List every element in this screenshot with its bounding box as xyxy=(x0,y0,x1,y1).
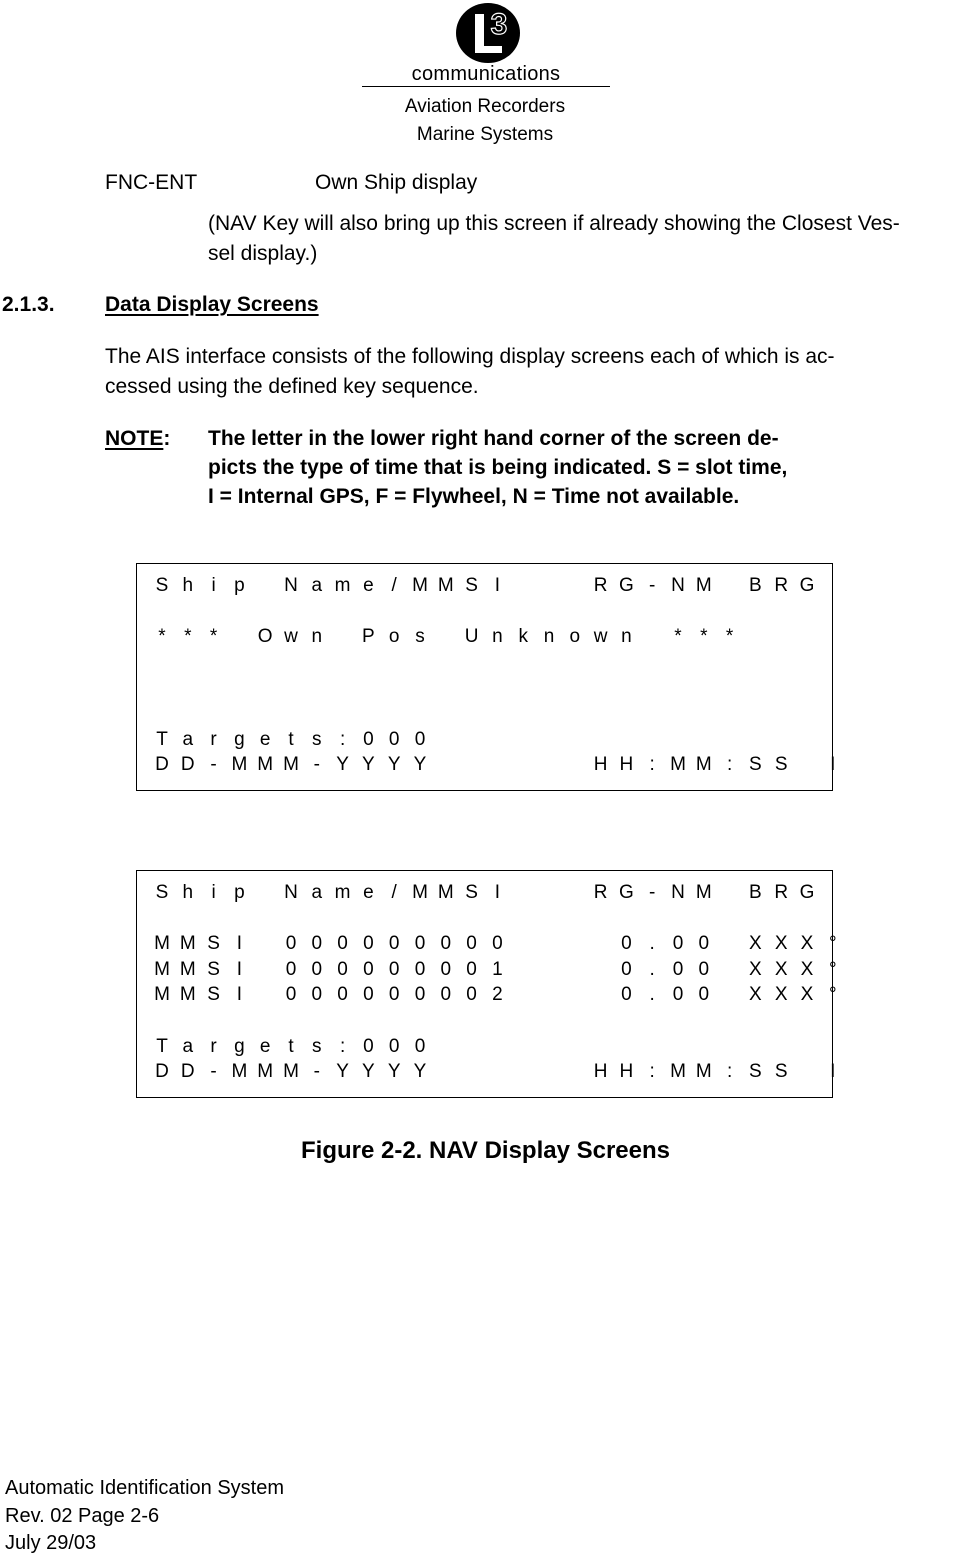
screen-char: M xyxy=(695,575,712,596)
screen-char: i xyxy=(211,882,216,903)
section-paragraph-line-1: The AIS interface consists of the following display screens each of which is ac- xyxy=(105,345,835,368)
screen-char: M xyxy=(695,754,712,776)
screen-char: o xyxy=(569,626,581,648)
screen-char: S xyxy=(465,882,478,903)
screen-char: : xyxy=(726,754,733,776)
screen-char: D xyxy=(180,754,195,776)
screen-char: R xyxy=(774,575,789,596)
own-ship-screen xyxy=(136,563,836,791)
note-label: NOTE: xyxy=(105,427,171,450)
screen-char: 2 xyxy=(492,984,503,1006)
screen-row xyxy=(137,652,832,674)
screen-char: s xyxy=(312,1035,322,1057)
screen-char: N xyxy=(671,575,685,596)
screen-char: k xyxy=(518,626,528,648)
screen-char: n xyxy=(492,626,503,648)
screen-char: 0 xyxy=(414,1035,426,1057)
screen-char: S xyxy=(465,575,478,596)
screen-char: R xyxy=(774,882,789,903)
screen-char: S xyxy=(155,575,169,596)
fnc-key: FNC-ENT xyxy=(105,171,198,194)
screen-char: P xyxy=(362,626,375,648)
screen-char: i xyxy=(211,575,216,596)
screen-char: H xyxy=(619,754,634,776)
screen-char: r xyxy=(210,728,217,750)
screen-char: n xyxy=(621,626,632,648)
logo-wordmark: communications xyxy=(411,63,561,85)
screen-char: G xyxy=(799,882,815,903)
screen-char: Y xyxy=(387,1061,401,1083)
screen-char: . xyxy=(649,984,655,1006)
screen-char: Y xyxy=(413,1061,427,1083)
screen-char: Y xyxy=(336,754,349,776)
screen-char: M xyxy=(670,754,686,776)
screen-char: 0 xyxy=(440,958,452,980)
screen-char: n xyxy=(543,626,555,648)
figure-caption: Figure 2-2. NAV Display Screens xyxy=(300,1137,671,1164)
note-line-3: I = Internal GPS, F = Flywheel, N = Time not available. xyxy=(208,485,740,508)
screen-char: Y xyxy=(336,1061,349,1083)
section-number: 2.1.3. xyxy=(2,293,55,316)
screen-char: X xyxy=(749,958,762,980)
screen-char: : xyxy=(649,1061,655,1083)
screen-char: * xyxy=(184,626,192,648)
screen-char: X xyxy=(800,984,814,1006)
screen-char: 0 xyxy=(311,958,323,980)
screen-char: U xyxy=(464,626,479,648)
screen-char: 0 xyxy=(414,984,426,1006)
screen-char: G xyxy=(619,882,634,903)
footer-line-1: Automatic Identification System xyxy=(5,1477,285,1499)
screen-char: - xyxy=(313,754,320,776)
screen-char: 0 xyxy=(672,984,684,1006)
screen-char: Y xyxy=(413,754,427,776)
screen-char: * xyxy=(209,626,218,648)
screen-char: e xyxy=(363,882,374,903)
screen-char: h xyxy=(182,575,194,596)
footer-line-3: July 29/03 xyxy=(5,1532,97,1554)
note-line-2: picts the type of time that is being indicated. S = slot time, xyxy=(208,456,788,479)
screen-char: 0 xyxy=(285,958,297,980)
screen-char: ° xyxy=(828,933,837,955)
screen-char: 0 xyxy=(363,984,374,1006)
screen-char: S xyxy=(207,984,220,1006)
screen-char: g xyxy=(234,1035,245,1057)
screen-char: 0 xyxy=(363,933,374,955)
screen-char: M xyxy=(179,958,196,980)
screen-char: n xyxy=(311,626,323,648)
screen-char: 0 xyxy=(621,958,632,980)
header-line-2: Marine Systems xyxy=(416,124,554,145)
screen-char: R xyxy=(593,575,608,596)
screen-char: H xyxy=(593,754,608,776)
screen-row xyxy=(137,677,832,699)
screen-char: 0 xyxy=(698,933,710,955)
screen-char: - xyxy=(649,882,656,903)
screen-char: 0 xyxy=(672,958,684,980)
screen-char: I xyxy=(830,754,836,776)
section-title: Data Display Screens xyxy=(105,293,319,316)
screen-char: * xyxy=(725,626,734,648)
screen-char: s xyxy=(415,626,425,648)
svg-text:3: 3 xyxy=(490,8,508,41)
screen-char: M xyxy=(670,1061,686,1083)
screen-char: S xyxy=(774,754,788,776)
screen-char: 0 xyxy=(337,984,348,1006)
screen-char: / xyxy=(391,882,397,903)
screen-char: 0 xyxy=(363,728,374,750)
screen-char: m xyxy=(334,575,351,596)
screen-char: M xyxy=(412,882,428,903)
screen-char: 0 xyxy=(621,984,632,1006)
screen-char: 0 xyxy=(414,728,426,750)
screen-char: H xyxy=(619,1061,634,1083)
screen-char: I xyxy=(830,1061,836,1083)
screen-char: / xyxy=(391,575,397,596)
screen-char: a xyxy=(311,575,323,596)
screen-char: . xyxy=(649,958,655,980)
screen-char: M xyxy=(154,984,170,1006)
header-line-1: Aviation Recorders xyxy=(404,96,566,117)
screen-char: N xyxy=(671,882,685,903)
screen-char: 0 xyxy=(698,958,710,980)
screen-char: - xyxy=(210,754,217,776)
screen-char: 0 xyxy=(285,933,297,955)
screen-char: * xyxy=(158,626,166,648)
screen-char: M xyxy=(695,1061,712,1083)
logo-divider xyxy=(362,86,610,87)
screen-char: : xyxy=(339,728,346,750)
screen-char: 0 xyxy=(440,984,452,1006)
screen-char: e xyxy=(363,575,374,596)
screen-char: 0 xyxy=(388,958,400,980)
screen-char: H xyxy=(593,1061,608,1083)
screen-char: : xyxy=(339,1035,346,1057)
screen-char: 0 xyxy=(492,933,503,955)
screen-char: * xyxy=(674,626,682,648)
screen-char: 0 xyxy=(440,933,452,955)
fnc-note-line-2: sel display.) xyxy=(208,242,318,265)
screen-char: : xyxy=(649,754,655,776)
screen-char: X xyxy=(774,958,788,980)
screen-char: X xyxy=(774,933,788,955)
screen-row xyxy=(137,908,832,930)
screen-char: * xyxy=(700,626,708,648)
l3-logo-icon xyxy=(455,2,521,64)
fnc-note-line-1: (NAV Key will also bring up this screen if already showing the Closest Ves- xyxy=(208,212,900,235)
screen-char: s xyxy=(312,728,322,750)
screen-char: S xyxy=(155,882,169,903)
note-line-1: The letter in the lower right hand corner of the screen de- xyxy=(208,427,779,450)
screen-char: - xyxy=(649,575,656,596)
screen-char: M xyxy=(437,575,454,596)
screen-char: 1 xyxy=(492,958,503,980)
screen-char: 0 xyxy=(363,958,374,980)
screen-char: M xyxy=(231,754,248,776)
screen-char: D xyxy=(155,1061,169,1083)
screen-char: o xyxy=(388,626,400,648)
screen-row xyxy=(137,703,832,725)
fnc-label: Own Ship display xyxy=(315,171,478,194)
footer-line-2: Rev. 02 Page 2-6 xyxy=(5,1505,160,1527)
screen-char: M xyxy=(437,882,454,903)
screen-char: 0 xyxy=(466,933,477,955)
screen-char: M xyxy=(154,958,170,980)
screen-char: X xyxy=(800,958,814,980)
screen-char: e xyxy=(259,1035,271,1057)
screen-char: p xyxy=(234,575,245,596)
screen-char: 0 xyxy=(388,1035,400,1057)
screen-char: G xyxy=(799,575,815,596)
screen-char: M xyxy=(154,933,170,955)
screen-char: T xyxy=(156,728,168,750)
screen-char: R xyxy=(593,882,608,903)
screen-char: M xyxy=(231,1061,248,1083)
screen-char: B xyxy=(749,575,762,596)
screen-char: : xyxy=(726,1061,733,1083)
screen-char: p xyxy=(234,882,245,903)
screen-char: M xyxy=(283,754,299,776)
section-paragraph-line-2: cessed using the defined key sequence. xyxy=(105,375,479,398)
screen-char: r xyxy=(210,1035,217,1057)
screen-char: 0 xyxy=(466,958,477,980)
screen-char: 0 xyxy=(337,933,348,955)
screen-char: Y xyxy=(362,1061,375,1083)
screen-char: t xyxy=(288,728,294,750)
screen-char: B xyxy=(749,882,762,903)
screen-char: 0 xyxy=(414,933,426,955)
screen-char: h xyxy=(182,882,194,903)
screen-char: M xyxy=(179,933,196,955)
screen-char: M xyxy=(283,1061,299,1083)
screen-char: e xyxy=(259,728,271,750)
screen-char: X xyxy=(749,984,762,1006)
screen-char: M xyxy=(257,1061,274,1083)
screen-char: S xyxy=(207,958,220,980)
screen-char: N xyxy=(284,882,298,903)
screen-char: S xyxy=(749,754,762,776)
screen-char: a xyxy=(182,728,194,750)
screen-char: X xyxy=(774,984,788,1006)
target-list-screen xyxy=(136,870,837,1098)
screen-char: 0 xyxy=(311,984,323,1006)
screen-char: ° xyxy=(828,984,837,1006)
screen-char: g xyxy=(234,728,245,750)
screen-char: a xyxy=(182,1035,194,1057)
screen-char: ° xyxy=(828,958,837,980)
screen-char: S xyxy=(774,1061,788,1083)
screen-char: I xyxy=(236,984,243,1006)
screen-char: 0 xyxy=(388,728,400,750)
screen-char: M xyxy=(257,754,274,776)
screen-char: S xyxy=(749,1061,762,1083)
screen-char: 0 xyxy=(337,958,348,980)
screen-char: Y xyxy=(362,754,375,776)
screen-char: S xyxy=(207,933,220,955)
screen-row xyxy=(137,601,832,623)
screen-char: 0 xyxy=(363,1035,374,1057)
screen-char: t xyxy=(288,1035,294,1057)
screen-char: I xyxy=(236,958,243,980)
screen-char: G xyxy=(619,575,634,596)
screen-char: D xyxy=(180,1061,195,1083)
screen-char: 0 xyxy=(672,933,684,955)
screen-char: 0 xyxy=(311,933,323,955)
screen-char: T xyxy=(156,1035,168,1057)
screen-char: I xyxy=(494,575,501,596)
screen-char: 0 xyxy=(698,984,710,1006)
screen-char: - xyxy=(313,1061,320,1083)
screen-char: 0 xyxy=(388,933,400,955)
screen-row xyxy=(137,1010,832,1032)
screen-char: 0 xyxy=(388,984,400,1006)
screen-char: I xyxy=(494,882,501,903)
screen-char: M xyxy=(412,575,428,596)
screen-char: - xyxy=(210,1061,217,1083)
screen-char: N xyxy=(284,575,298,596)
screen-char: O xyxy=(257,626,273,648)
screen-char: X xyxy=(749,933,762,955)
screen-char: a xyxy=(311,882,323,903)
screen-char: X xyxy=(800,933,814,955)
screen-char: m xyxy=(334,882,351,903)
screen-char: I xyxy=(236,933,243,955)
screen-char: Y xyxy=(387,754,401,776)
screen-char: D xyxy=(155,754,169,776)
screen-char: M xyxy=(179,984,196,1006)
screen-char: 0 xyxy=(466,984,477,1006)
screen-char: M xyxy=(695,882,712,903)
screen-char: . xyxy=(649,933,655,955)
screen-char: w xyxy=(284,626,298,648)
screen-char: 0 xyxy=(414,958,426,980)
screen-char: w xyxy=(593,626,608,648)
screen-char: 0 xyxy=(285,984,297,1006)
screen-char: 0 xyxy=(621,933,632,955)
l3-logo xyxy=(455,2,521,64)
